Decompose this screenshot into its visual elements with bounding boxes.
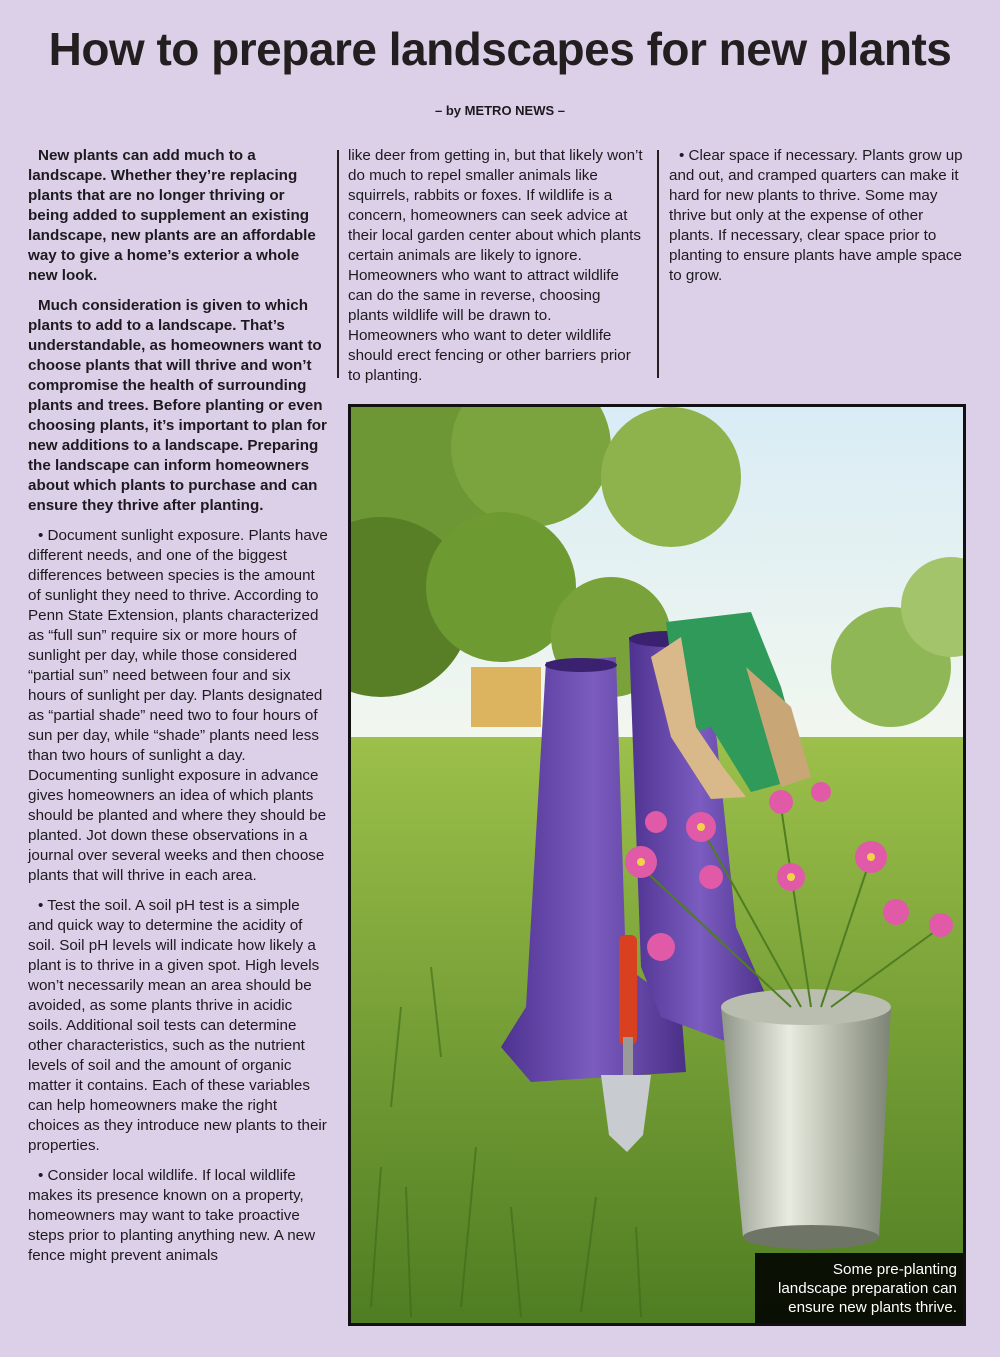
wildlife-continued-paragraph: like deer from getting in, but that likely won’t do much to repel smaller animals like squirrels, rabbits or foxes. If wildlife is a concern, homeowners can seek advice at their local garden center about which plants certain animals are likely to ignore. Homeowners who want to attract wildlife can do the same in reverse, choosing plants wildlife will be drawn to. Homeowners who want to deter wildlife should erect fencing or other barriers prior to planting. <box>348 147 643 384</box>
headline: How to prepare landscapes for new plants <box>48 23 952 75</box>
garden-photo <box>348 404 966 1326</box>
byline: – by METRO NEWS – <box>434 103 566 118</box>
column-divider <box>657 150 659 378</box>
soil-paragraph: • Test the soil. A soil pH test is a simple and quick way to determine the acidity of soil. Soil pH levels will indicate how likely a plant is to thrive in a given spot. High levels won’t necessarily mean an area should be avoided, as some plants thrive in acidic soils. Additional soil tests can determine other characteristics, such as the nutrient levels of soil and the amount of organic matter it contains. Each of these variables can help homeowners make the right choices as they introduce new plants to their properties. <box>28 897 327 1154</box>
intro-paragraph: New plants can add much to a landscape. Whether they’re replacing plants that are no longer thriving or being added to supplement an existing landscape, new plants are an affordable way to give a home’s exterior a whole new look. <box>28 147 316 284</box>
column-3 <box>669 146 969 296</box>
metal-bucket <box>721 989 891 1249</box>
wooden-bench <box>471 667 541 727</box>
photo-caption: Some pre-planting landscape preparation can ensure new plants thrive. <box>755 1253 963 1323</box>
wildlife-paragraph: • Consider local wildlife. If local wildlife makes its presence known on a property, homeowners may want to take proactive steps prior to planting anything new. A new fence might prevent animals <box>28 1167 316 1264</box>
column-divider <box>337 150 339 378</box>
column-2 <box>348 146 644 396</box>
clear-space-paragraph: • Clear space if necessary. Plants grow up and out, and cramped quarters can make it hard for new plants to thrive. Some may thrive but only at the expense of other plants. If necessary, clear space prior to planting to ensure plants have ample space to grow. <box>669 147 963 284</box>
column-1 <box>28 146 328 1276</box>
sunlight-paragraph: • Document sunlight exposure. Plants have different needs, and one of the biggest differences between species is the amount of sunlight they need to thrive. According to Penn State Extension, plants characterized as “full sun” require six or more hours of sunlight per day, while those considered “partial sun” need between four and six hours of sunlight per day. Plants designated as “partial shade” need two to four hours of sun per day, while “shade” plants need less than two hours of sunlight a day. Documenting sunlight exposure in advance gives homeowners an idea of which plants should be planted and where they should be planted. Jot down these observations in a journal over several weeks and then choose plants that will thrive in each area. <box>28 527 328 884</box>
garden-illustration <box>351 407 963 1323</box>
intro-paragraph-2: Much consideration is given to which plants to add to a landscape. That’s understandable, as homeowners want to choose plants that will thrive and won’t compromise the health of surrounding plants and trees. Before planting or even choosing plants, it’s important to plan for new additions to a landscape. Preparing the landscape can inform homeowners about which plants to purchase and can ensure they thrive after planting. <box>28 297 327 514</box>
